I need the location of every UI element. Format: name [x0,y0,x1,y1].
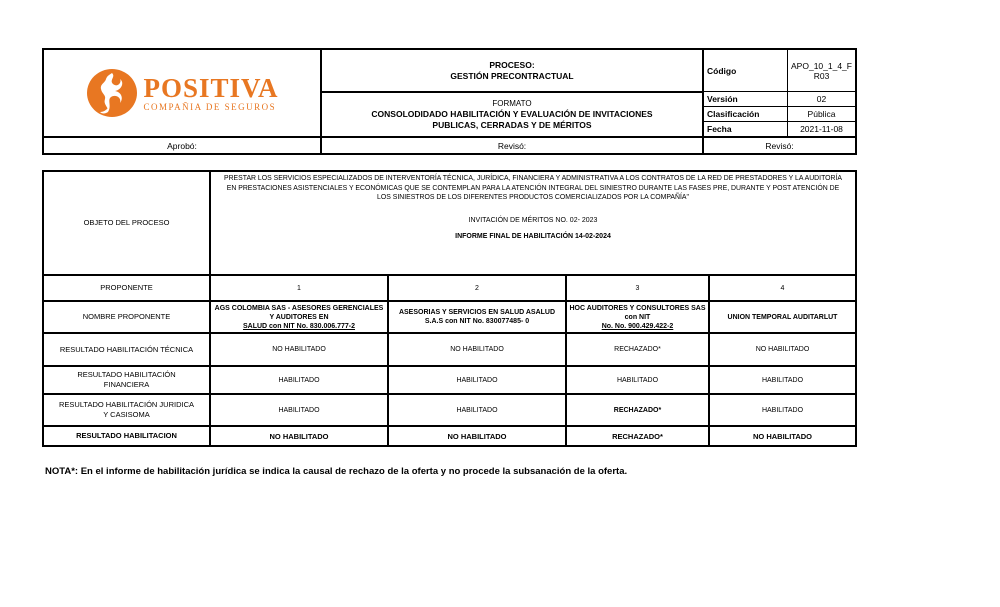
logo-cell [44,50,320,136]
juridica-label: RESULTADO HABILITACIÓN JURIDICA Y CASISOMA [58,400,195,419]
header-title-cell [320,50,702,136]
financiera-result-4: HABILITADO [708,367,855,393]
reviso-cell-1: Revisó: [320,138,702,153]
resultado-final-1: NO HABILITADO [209,427,387,445]
tecnica-result-1: NO HABILITADO [209,334,387,365]
proponente-label: PROPONENTE [100,283,153,292]
proponente-num-3: 3 [565,276,708,300]
nombre-label: NOMBRE PROPONENTE [82,312,171,321]
nombre-proponente-1 [209,302,387,332]
resultado-label: RESULTADO HABILITACION [76,431,177,440]
version-value: 02 [787,92,855,106]
codigo-label: Código [707,65,737,76]
nombre-row [44,300,855,332]
nombre-3-nit: No. No. 900.429.422-2 [601,322,674,330]
format-label: FORMATO [492,99,532,108]
logo-wordmark: POSITIVA [143,72,279,103]
header-signoff-row [44,136,855,153]
clasificacion-label: Clasificación [707,109,760,119]
habilitacion-table [42,170,857,447]
resultado-final-2: NO HABILITADO [387,427,565,445]
codigo-value: APO_10_1_4_FR03 [787,50,855,91]
proponente-num-1: 1 [209,276,387,300]
fecha-value: 2021-11-08 [787,122,855,136]
tecnica-result-2: NO HABILITADO [387,334,565,365]
proponente-num-2: 2 [387,276,565,300]
document-header-table [42,48,857,155]
clasificacion-value: Pública [787,107,855,121]
format-title-line1: CONSOLODIDADO HABILITACIÓN Y EVALUACIÓN DE INVITACIONES [371,109,653,119]
positiva-logo [85,67,278,119]
tecnica-label: RESULTADO HABILITACIÓN TÉCNICA [59,344,194,354]
positiva-logo-icon [85,67,139,119]
informe-line: INFORME FINAL DE HABILITACIÓN 14-02-2024 [455,232,611,240]
financiera-row [44,365,855,393]
process-block [322,50,702,91]
nombre-1-nit: SALUD con NIT No. 830.006.777-2 [242,322,356,330]
objeto-text: PRESTAR LOS SERVICIOS ESPECIALIZADOS DE INTERVENTORÍA TÉCNICA, JURÍDICA, FINANCIERA Y ADMINISTRATIVA A LOS CONTRATOS DE LA RED DE PRESTADORES Y LA AUDITORÍA EN PRESTACIONES ASISTENCIALES Y ECONÓMICAS QUE SE CONTEMPLAN PARA LA ATENCIÓN INTEGRAL DEL SINIESTRO DURANTE LAS FASES PRE, DURANTE Y POST ATENCIÓN DE LOS SINIESTROS DE LOS DIFERENTES PRODUCTOS COMERCIALIZADOS POR LA COMPAÑÍA" [223,175,842,201]
process-name: GESTIÓN PRECONTRACTUAL [450,70,574,81]
rejection-footnote: NOTA*: En el informe de habilitación jurídica se indica la causal de rechazo de la oferta y no procede la subsanación de la oferta. [45,466,628,477]
process-label: PROCESO: [489,59,535,70]
objeto-row [44,172,855,274]
financiera-result-3: HABILITADO [565,367,708,393]
format-title-line2: PUBLICAS, CERRADAS Y DE MÉRITOS [432,120,592,130]
juridica-row [44,393,855,425]
nombre-4-main: UNION TEMPORAL AUDITARLUT [727,313,838,321]
proponente-row [44,274,855,300]
aprobo-cell: Aprobó: [167,140,197,151]
reviso-cell-2: Revisó: [702,138,855,153]
logo-subtitle: COMPAÑIA DE SEGUROS [143,101,277,112]
financiera-label: RESULTADO HABILITACIÓN FINANCIERA [77,370,176,389]
resultado-row [44,425,855,445]
objeto-content [209,172,855,274]
fecha-label: Fecha [707,124,732,134]
version-label: Versión [707,94,738,104]
juridica-result-1: HABILITADO [209,395,387,425]
tecnica-result-3: RECHAZADO* [565,334,708,365]
juridica-result-4: HABILITADO [708,395,855,425]
resultado-final-4: NO HABILITADO [708,427,855,445]
resultado-final-3: RECHAZADO* [565,427,708,445]
nombre-proponente-2 [387,302,565,332]
tecnica-row [44,332,855,365]
financiera-result-1: HABILITADO [209,367,387,393]
financiera-result-2: HABILITADO [387,367,565,393]
nombre-proponente-3 [565,302,708,332]
header-meta-block [702,50,855,136]
objeto-label: OBJETO DEL PROCESO [83,218,170,227]
nombre-2-main: ASESORIAS Y SERVICIOS EN SALUD ASALUD S.A.S con NIT No. 830077485- 0 [398,309,556,325]
nombre-proponente-4 [708,302,855,332]
nombre-3-main: HOC AUDITORES Y CONSULTORES SAS con NIT [569,304,706,321]
tecnica-result-4: NO HABILITADO [708,334,855,365]
meta-row-version [704,91,855,106]
proponente-num-4: 4 [708,276,855,300]
meta-row-codigo [704,50,855,91]
juridica-result-3: RECHAZADO* [565,395,708,425]
nombre-1-main: AGS COLOMBIA SAS - ASESORES GERENCIALES Y AUDITORES EN [214,304,384,321]
format-block [322,91,702,136]
meta-row-fecha [704,121,855,136]
juridica-result-2: HABILITADO [387,395,565,425]
logo-text [143,72,279,112]
header-top-row [44,50,855,136]
invitation-line: INVITACIÓN DE MÉRITOS NO. 02- 2023 [468,216,598,224]
meta-row-clasificacion [704,106,855,121]
